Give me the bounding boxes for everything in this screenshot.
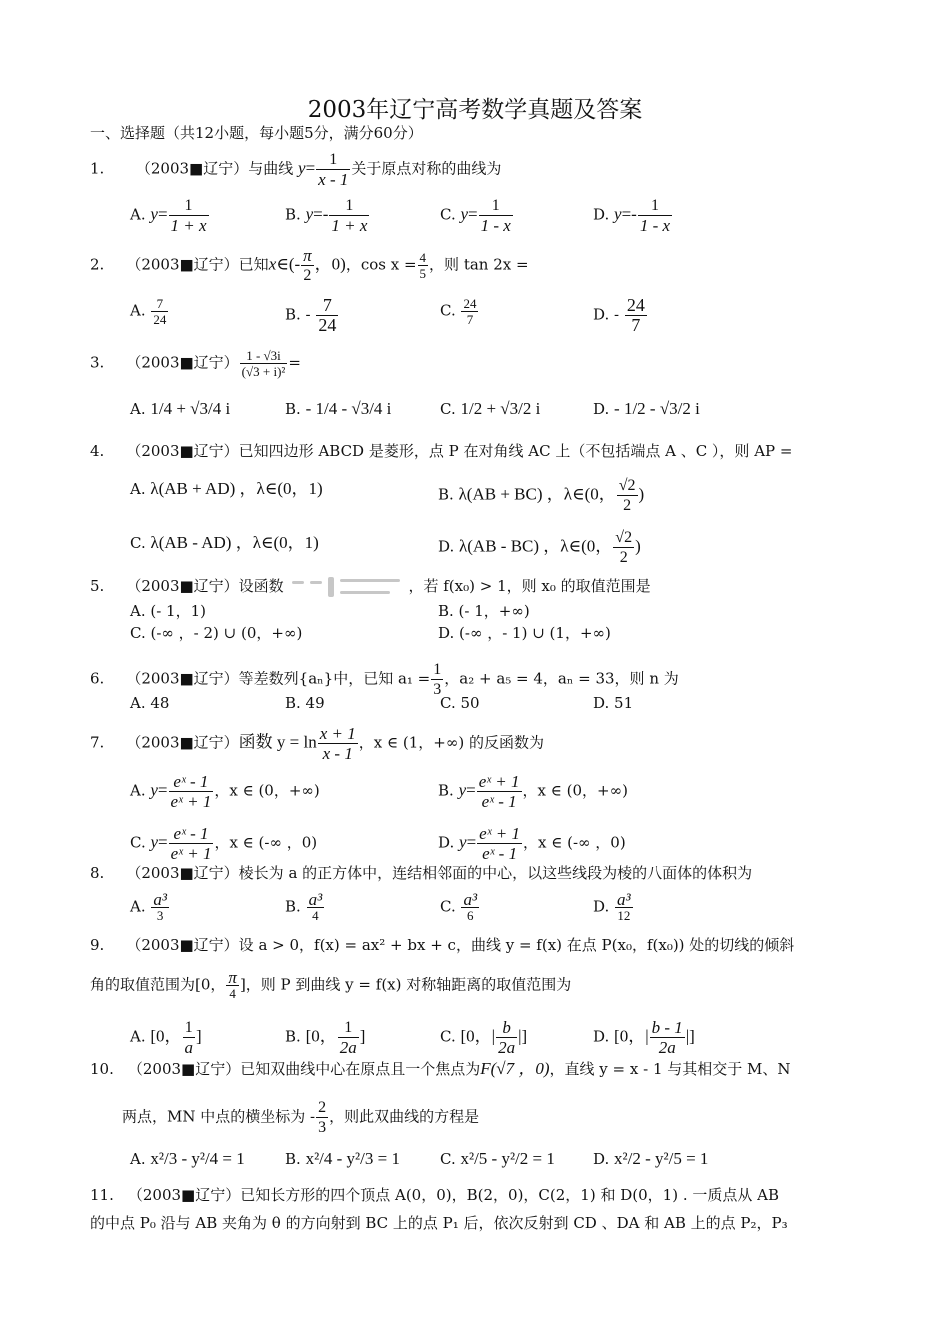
option-c: C. λ(AB - AD) ，λ∈(0，1) <box>130 533 319 552</box>
question-11-line-2: 的中点 P₀ 沿与 AB 夹角为 θ 的方向射到 BC 上的点 P₁ 后，依次反射到 CD 、DA 和 AB 上的点 P₂，P₃ <box>90 1214 788 1232</box>
question-9: 9. （2003■辽宁）设 a > 0，f(x) = ax² + bx + c，曲线 y = f(x) 在点 P(x₀，f(x₀)) 处的切线的倾斜 <box>90 936 795 954</box>
option-c: C. $\frac{24}{7}$ <box>440 296 477 327</box>
question-1: 1. （2003■辽宁）与曲线 y= $\frac{1}{x - 1}$ 关于原点对称的曲线为 <box>90 151 502 189</box>
option-d: D. (-∞ ，- 1) ∪ (1，+∞) <box>438 624 611 642</box>
option-b: B. - 1/4 - √3/4 i <box>285 399 392 418</box>
option-c: C. [0，| $\frac{b}{2a}$ |] <box>440 1018 528 1057</box>
option-a: A. (- 1，1) <box>130 602 206 620</box>
option-a: A. y= $\frac{1}{1 + x}$ <box>130 197 207 235</box>
option-c: C. x²/5 - y²/2 = 1 <box>440 1149 555 1168</box>
option-b: B. λ(AB + BC) ，λ∈(0， $\frac{√2}{2}$ ) <box>438 477 645 514</box>
option-d: D. x²/2 - y²/5 = 1 <box>593 1149 709 1168</box>
option-d: D. - $\frac{24}{7}$ <box>593 295 645 335</box>
option-a: A. λ(AB + AD) ，λ∈(0，1) <box>130 479 323 498</box>
fraction: $\frac{1}{x - 1}$ <box>318 151 349 189</box>
option-d: D. y=- $\frac{1}{1 - x}$ <box>593 197 671 235</box>
option-b: B. $\frac{\text{a³}}{4}$ <box>285 890 323 923</box>
option-a: A. [0， $\frac{1}{a}$ ] <box>130 1019 202 1057</box>
question-8: 8. （2003■辽宁）棱长为 a 的正方体中，连结相邻面的中心，以这些线段为棱的八面体的体积为 <box>90 864 753 882</box>
question-number: 1. <box>90 159 105 178</box>
stem-text: 关于原点对称的曲线为 <box>351 159 502 178</box>
option-d: D. λ(AB - BC) ，λ∈(0， $\frac{√2}{2}$ ) <box>438 529 641 566</box>
question-3: 3. （2003■辽宁） $\frac{1 - √3i}{\text{(√3 + i)²}}$ = <box>90 348 301 379</box>
option-d: D. y= $\frac{\text{eˣ + 1}}{\text{eˣ - 1}}$ ，x ∈ (-∞ ，0) <box>438 824 626 863</box>
option-a: A. x²/3 - y²/4 = 1 <box>130 1149 245 1168</box>
option-d: D. 51 <box>593 694 634 712</box>
question-7: 7. （2003■辽宁）函数 y = ln $\frac{x + 1}{x - 1}$ ，x ∈ (1，+∞) 的反函数为 <box>90 724 544 763</box>
question-10: 10. （2003■辽宁）已知双曲线中心在原点且一个焦点为F(√7 ，0)，直线 y = x - 1 与其相交于 M、N <box>90 1059 791 1078</box>
option-a: A. y= $\frac{\text{eˣ - 1}}{\text{eˣ + 1}}$ ，x ∈ (0，+∞) <box>130 772 320 811</box>
question-4: 4. （2003■辽宁）已知四边形 ABCD 是菱形，点 P 在对角线 AC 上（不包括端点 A 、C ），则 AP = <box>90 442 793 460</box>
option-b: B. 49 <box>285 694 325 712</box>
option-d: D. $\frac{\text{a³}}{12}$ <box>593 890 631 923</box>
option-c: C. 50 <box>440 694 480 712</box>
source-tag: （2003■辽宁） <box>135 159 249 178</box>
question-9-line-2: 角的取值范围为[0， $\frac{\pi}{4}$ ]，则 P 到曲线 y = f(x) 对称轴距离的取值范围为 <box>90 968 572 1001</box>
option-b: B. [0， $\frac{1}{2a}$ ] <box>285 1019 366 1057</box>
piecewise-function-image <box>288 574 408 600</box>
option-b: B. y= $\frac{\text{eˣ + 1}}{\text{eˣ - 1}}$ ，x ∈ (0，+∞) <box>438 772 628 811</box>
option-a: A. $\frac{\text{a³}}{3}$ <box>130 890 167 923</box>
question-6: 6. （2003■辽宁）等差数列{aₙ}中，已知 a₁ = $\frac{1}{3}$ ，a₂ + a₅ = 4，aₙ = 33，则 n 为 <box>90 661 679 698</box>
question-11: 11. （2003■辽宁）已知长方形的四个顶点 A(0，0)，B(2，0)，C(2，1) 和 D(0，1) . 一质点从 AB <box>90 1186 779 1204</box>
option-c: C. $\frac{\text{a³}}{6}$ <box>440 890 478 923</box>
option-a: A. $\frac{7}{24}$ <box>130 296 167 327</box>
option-b: B. - $\frac{7}{24}$ <box>285 295 337 335</box>
option-c: C. y= $\frac{1}{1 - x}$ <box>440 197 511 235</box>
option-a: A. 1/4 + √3/4 i <box>130 399 231 418</box>
option-d: D. - 1/2 - √3/2 i <box>593 399 700 418</box>
page-title: 2003年辽宁高考数学真题及答案 <box>307 97 643 123</box>
stem-text: 与曲线 <box>248 159 294 178</box>
question-2: 2. （2003■辽宁）已知x∈(- $\frac{\pi}{2}$ ，0)，cos x = $\frac{4}{5}$ ，则 tan 2x = <box>90 246 529 284</box>
option-b: B. (- 1，+∞) <box>438 602 530 620</box>
question-10-line-2: 两点，MN 中点的横坐标为 - $\frac{2}{3}$ ，则此双曲线的方程是 <box>122 1099 480 1136</box>
question-5: 5. （2003■辽宁）设函数 ，若 f(x₀) > 1，则 x₀ 的取值范围是 <box>90 574 651 600</box>
option-b: B. x²/4 - y²/3 = 1 <box>285 1149 400 1168</box>
option-d: D. [0，| $\frac{b - 1}{2a}$ |] <box>593 1018 695 1057</box>
section-heading: 一、选择题（共12小题，每小题5分，满分60分） <box>90 124 423 142</box>
option-b: B. y=- $\frac{1}{1 + x}$ <box>285 197 368 235</box>
option-c: C. y= $\frac{\text{eˣ - 1}}{\text{eˣ + 1}}$ ，x ∈ (-∞ ，0) <box>130 824 318 863</box>
option-c: C. (-∞ ，- 2) ∪ (0，+∞) <box>130 624 303 642</box>
option-a: A. 48 <box>130 694 170 712</box>
option-c: C. 1/2 + √3/2 i <box>440 399 541 418</box>
